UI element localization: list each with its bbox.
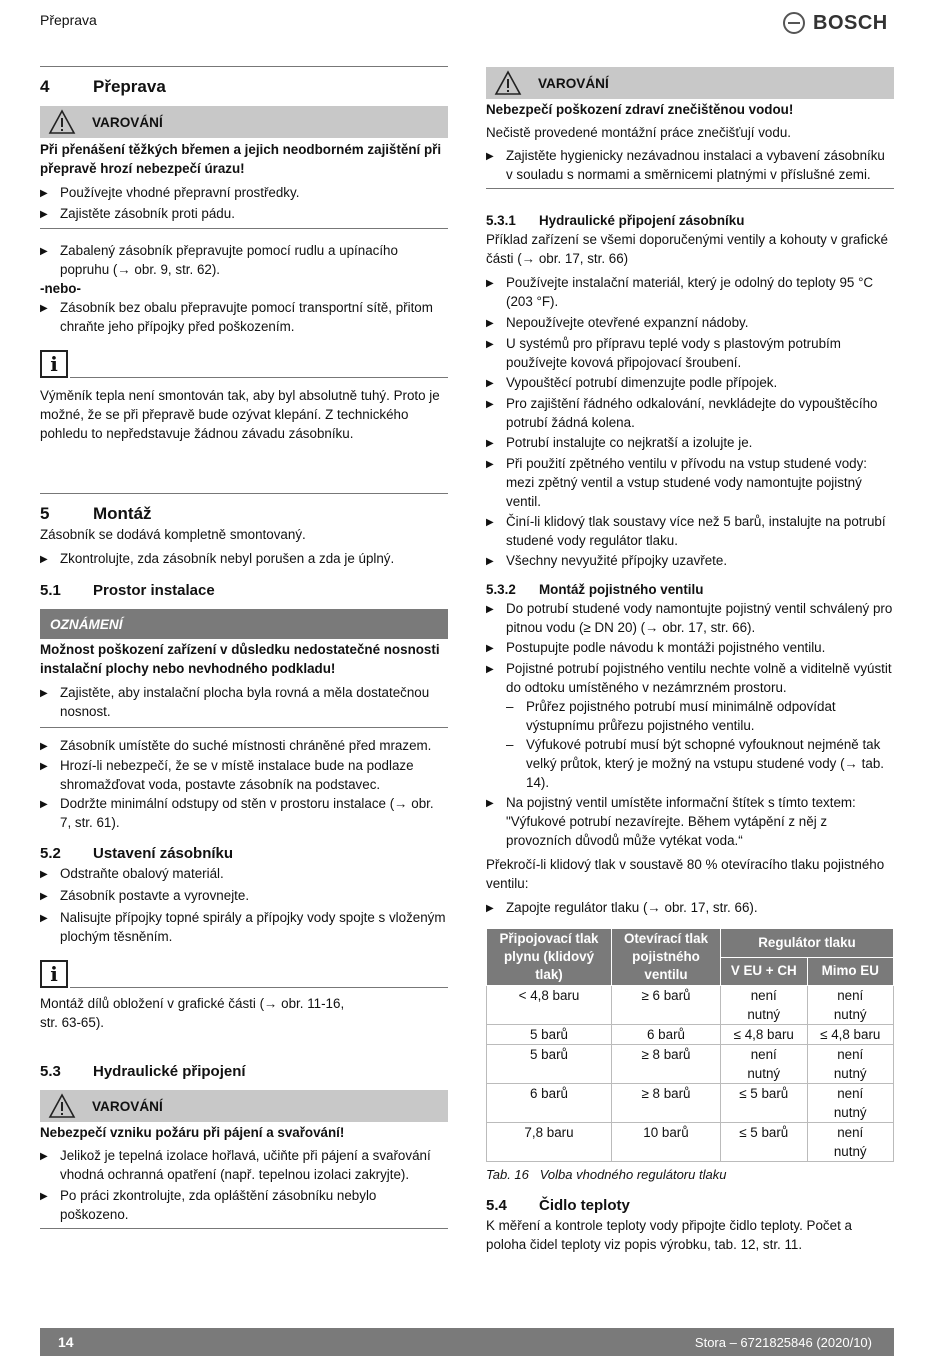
list-item: ▶ Na pojistný ventil umístěte informační štítek s tímto textem: "Výfukové potrubí nezavírejte. Během vytápění z něj z provozních důvodů může vytékat voda.“ bbox=[486, 795, 856, 848]
info-icon: i bbox=[40, 350, 68, 378]
section-5-3-1-heading: 5.3.1 Hydraulické připojení zásobníku bbox=[486, 213, 745, 228]
list-item: ▶ Dodržte minimální odstupy od stěn v prostoru instalace (→ obr. 7, str. 61). bbox=[40, 796, 434, 830]
list-item: ▶ Zajistěte hygienicky nezávadnou instalaci a vybavení zásobníku v souladu s normami a směrnicemi platnými v příslušné zemi. bbox=[486, 148, 885, 182]
warning-triangle-icon bbox=[494, 70, 522, 96]
table-header: Mimo EU bbox=[807, 957, 894, 986]
list-item: ▶ Vypouštěcí potrubí dimenzujte podle přípojek. bbox=[486, 375, 778, 390]
section-5-2-heading: 5.2 Ustavení zásobníku bbox=[40, 845, 234, 862]
table-row: 7,8 baru 10 barů ≤ 5 barů není nutný bbox=[487, 1123, 894, 1162]
table-header: Regulátor tlaku bbox=[721, 929, 894, 958]
table-header: Připojovací tlak plynu (klidový tlak) bbox=[487, 929, 612, 986]
warning-triangle-icon bbox=[48, 1093, 76, 1119]
list-item: ▶ Do potrubí studené vody namontujte pojistný ventil schválený pro pitnou vodu (≥ DN 20) (→ obr. 17, str. 66). bbox=[486, 601, 893, 635]
document-reference: Stora – 6721825846 (2020/10) bbox=[694, 1334, 872, 1350]
list-item: ▶ Používejte instalační materiál, který je odolný do teploty 95 °C (203 °F). bbox=[486, 275, 874, 309]
sub-item: – Průřez pojistného potrubí musí minimálně odpovídat výstupnímu průřezu pojistného ventilu. bbox=[506, 699, 836, 733]
pressure-regulator-table bbox=[486, 928, 894, 1162]
list-item: ▶ Postupujte podle návodu k montáži pojistného ventilu. bbox=[486, 640, 826, 655]
info-block bbox=[40, 960, 448, 988]
warning-triangle-icon bbox=[48, 109, 76, 135]
table-row: < 4,8 baru ≥ 6 barů není nutný není nutný bbox=[487, 986, 894, 1025]
warning-text: Nebezpečí poškození zdraví znečištěnou vodou! bbox=[486, 102, 794, 117]
section-5-4-heading: 5.4 Čidlo teploty bbox=[486, 1197, 630, 1214]
paragraph: Zásobník se dodává kompletně smontovaný. bbox=[40, 527, 306, 542]
list-item: ▶ Zásobník umístěte do suché místnosti chráněné před mrazem. bbox=[40, 738, 432, 753]
list-item: ▶ Potrubí instalujte co nejkratší a izolujte je. bbox=[486, 435, 753, 450]
paragraph: K měření a kontrole teploty vody připojte čidlo teploty. Počet a poloha čidel teploty viz popis výrobku, tab. 12, str. 11. bbox=[486, 1218, 852, 1252]
list-item: ▶ Při použití zpětného ventilu v přívodu na vstup studené vody: mezi zpětný ventil a vstup studené vody namontujte pojistný ventil. bbox=[486, 456, 868, 509]
paragraph: Nečistě provedené montážní práce znečišťují vodu. bbox=[486, 125, 791, 140]
left-column bbox=[40, 66, 448, 1229]
warning-text: Při přenášení těžkých břemen a jejich neodborném zajištění při přepravě hrozí nebezpečí úrazu! bbox=[40, 142, 442, 176]
list-item: ▶ Zapojte regulátor tlaku (→ obr. 17, str. 66). bbox=[486, 900, 758, 915]
warning-bar: VAROVÁNÍ bbox=[40, 106, 448, 138]
paragraph: Příklad zařízení se všemi doporučenými ventily a kohouty v grafické části (→ obr. 17, str. 66) bbox=[486, 232, 888, 266]
warning-bar: VAROVÁNÍ bbox=[486, 67, 894, 99]
list-item: ▶ Činí-li klidový tlak soustavy více než 5 barů, instalujte na potrubí studené vody regulátor tlaku. bbox=[486, 514, 886, 548]
list-item: ▶ Jelikož je tepelná izolace hořlavá, učiňte při pájení a svařování vhodná ochranná opatření (např. tepelnou izolaci zakryjte). bbox=[40, 1148, 431, 1182]
list-item: ▶ Zajistěte zásobník proti pádu. bbox=[40, 206, 235, 221]
list-item: ▶ Zásobník postavte a vyrovnejte. bbox=[40, 888, 250, 903]
section-5-heading: 5 Montáž bbox=[40, 504, 152, 523]
warning-bar: VAROVÁNÍ bbox=[40, 1090, 448, 1122]
list-item: ▶ Zásobník bez obalu přepravujte pomocí transportní sítě, přitom chraňte jeho přípojky před poškozením. bbox=[40, 300, 433, 334]
list-item: ▶ Hrozí-li nebezpečí, že se v místě instalace bude na podlaze shromažďovat voda, postavte zásobník na podstavec. bbox=[40, 758, 414, 792]
paragraph: Překročí-li klidový tlak v soustavě 80 % otevíracího tlaku pojistného ventilu: bbox=[486, 857, 885, 891]
list-item: ▶ Nalisujte přípojky topné spirály a přípojky vody spojte s vloženým plochým těsněním. bbox=[40, 910, 446, 944]
list-item: ▶ Všechny nevyužité přípojky uzavřete. bbox=[486, 553, 728, 568]
bosch-logo bbox=[783, 9, 888, 37]
info-text: Výměník tepla není smontován tak, aby byl absolutně tuhý. Proto je možné, že se při přepravě bude ozývat klepání. Z technického pohledu to nepředstavuje žádnou závadu zásobníku. bbox=[40, 388, 440, 441]
table-caption: Tab. 16 Volba vhodného regulátoru tlaku bbox=[486, 1167, 727, 1182]
page-footer bbox=[40, 1328, 894, 1356]
bosch-armature-icon bbox=[783, 12, 805, 34]
notice-bar: OZNÁMENÍ bbox=[40, 609, 448, 639]
or-separator: -nebo- bbox=[40, 281, 81, 296]
right-column bbox=[486, 67, 894, 1254]
section-5-3-heading: 5.3 Hydraulické připojení bbox=[40, 1063, 246, 1080]
table-header: Otevírací tlak pojistného ventilu bbox=[612, 929, 721, 986]
info-text: Montáž dílů obložení v grafické části (→ obr. 11-16, str. 63-65). bbox=[40, 996, 345, 1030]
sub-item: – Výfukové potrubí musí být schopné vyfouknout nejméně tak velký průtok, který je možný na vstupu studené vody (→ tab. 14). bbox=[506, 737, 884, 790]
list-item: ▶ Zabalený zásobník přepravujte pomocí rudlu a upínacího popruhu (→ obr. 9, str. 62). bbox=[40, 243, 398, 277]
list-item: ▶ Pojistné potrubí pojistného ventilu nechte volně a viditelně vyústit do odtoku umístěného v nezámrzném prostoru. bbox=[486, 661, 892, 695]
table-header: V EU + CH bbox=[721, 957, 808, 986]
warning-text: Nebezpečí vzniku požáru při pájení a svařování! bbox=[40, 1125, 345, 1140]
info-block bbox=[40, 350, 448, 378]
section-4-heading: 4 Přeprava bbox=[40, 77, 166, 96]
info-icon: i bbox=[40, 960, 68, 988]
section-5-1-heading: 5.1 Prostor instalace bbox=[40, 582, 215, 599]
list-item: ▶ Nepoužívejte otevřené expanzní nádoby. bbox=[486, 315, 749, 330]
table-row: 5 barů 6 barů ≤ 4,8 baru ≤ 4,8 baru bbox=[487, 1025, 894, 1045]
list-item: ▶ Pro zajištění řádného odkalování, nevkládejte do vypouštěcího potrubí žádná kolena. bbox=[486, 396, 878, 430]
list-item: ▶ Odstraňte obalový materiál. bbox=[40, 866, 224, 881]
list-item: ▶ Používejte vhodné přepravní prostředky. bbox=[40, 185, 300, 200]
list-item: ▶ Zkontrolujte, zda zásobník nebyl porušen a zda je úplný. bbox=[40, 551, 395, 566]
list-item: ▶ U systémů pro přípravu teplé vody s plastovým potrubím používejte kovová připojovací šroubení. bbox=[486, 336, 841, 370]
list-item: ▶ Zajistěte, aby instalační plocha byla rovná a měla dostatečnou nosnost. bbox=[40, 685, 430, 719]
running-header: Přeprava bbox=[40, 12, 97, 28]
table-row: 6 barů ≥ 8 barů ≤ 5 barů není nutný bbox=[487, 1084, 894, 1123]
page-number: 14 bbox=[58, 1334, 74, 1350]
brand-name: BOSCH bbox=[813, 11, 888, 34]
section-5-3-2-heading: 5.3.2 Montáž pojistného ventilu bbox=[486, 582, 704, 597]
table-row: 5 barů ≥ 8 barů není nutný není nutný bbox=[487, 1045, 894, 1084]
list-item: ▶ Po práci zkontrolujte, zda opláštění zásobníku nebylo poškozeno. bbox=[40, 1188, 377, 1222]
notice-text: Možnost poškození zařízení v důsledku nedostatečné nosnosti instalační plochy nebo nevhodného podkladu! bbox=[40, 642, 440, 676]
